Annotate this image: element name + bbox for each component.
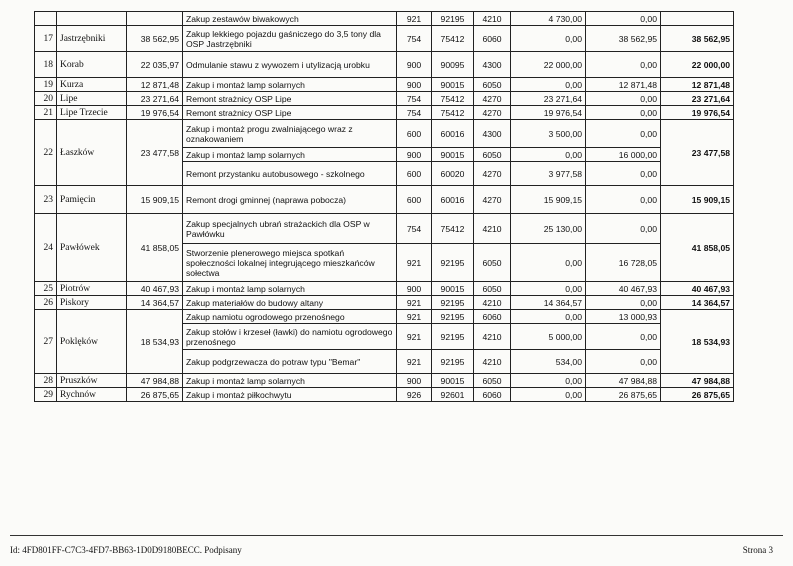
row-number: 21 <box>35 106 57 120</box>
current-expense-amount: 0,00 <box>511 374 586 388</box>
paragraph-code: 4210 <box>474 296 511 310</box>
paragraph-code: 4210 <box>474 12 511 26</box>
row-number: 19 <box>35 78 57 92</box>
capital-expense-amount: 0,00 <box>586 350 661 374</box>
row-number: 24 <box>35 214 57 282</box>
village-name: Piotrów <box>57 282 127 296</box>
capital-expense-amount: 16 000,00 <box>586 148 661 162</box>
chapter-code: 75412 <box>432 214 474 244</box>
table-row <box>35 92 734 106</box>
chapter-code: 92195 <box>432 244 474 282</box>
table-row <box>35 374 734 388</box>
chapter-code: 60016 <box>432 120 474 148</box>
page-number: Strona 3 <box>742 545 773 555</box>
capital-expense-amount: 0,00 <box>586 214 661 244</box>
table-row <box>35 52 734 78</box>
paragraph-code: 4300 <box>474 120 511 148</box>
row-number <box>35 12 57 26</box>
capital-expense-amount: 0,00 <box>586 162 661 186</box>
capital-expense-amount: 0,00 <box>586 296 661 310</box>
current-expense-amount: 0,00 <box>511 388 586 402</box>
fund-amount: 15 909,15 <box>127 186 183 214</box>
village-name <box>57 12 127 26</box>
task-description: Zakup i montaż lamp solarnych <box>183 148 397 162</box>
capital-expense-amount: 0,00 <box>586 106 661 120</box>
fund-amount: 12 871,48 <box>127 78 183 92</box>
paragraph-code: 4210 <box>474 214 511 244</box>
table-row <box>35 282 734 296</box>
chapter-code: 92195 <box>432 12 474 26</box>
division-code: 754 <box>397 92 432 106</box>
fund-amount: 26 875,65 <box>127 388 183 402</box>
task-description: Zakup i montaż lamp solarnych <box>183 78 397 92</box>
task-description: Zakup stołów i krzeseł (ławki) do namiotu ogrodowego przenośnego <box>183 324 397 350</box>
village-name: Poklęków <box>57 310 127 374</box>
row-total: 22 000,00 <box>661 52 734 78</box>
paragraph-code: 6050 <box>474 148 511 162</box>
row-number: 28 <box>35 374 57 388</box>
division-code: 921 <box>397 244 432 282</box>
paragraph-code: 4210 <box>474 350 511 374</box>
division-code: 900 <box>397 52 432 78</box>
row-total: 41 858,05 <box>661 214 734 282</box>
paragraph-code: 4270 <box>474 162 511 186</box>
division-code: 921 <box>397 324 432 350</box>
table-row <box>35 78 734 92</box>
table-row <box>35 186 734 214</box>
row-total: 23 477,58 <box>661 120 734 186</box>
division-code: 754 <box>397 106 432 120</box>
village-name: Piskory <box>57 296 127 310</box>
task-description: Remont przystanku autobusowego - szkolnego <box>183 162 397 186</box>
task-description: Zakup lekkiego pojazdu gaśniczego do 3,5 tony dla OSP Jastrzębniki <box>183 26 397 52</box>
chapter-code: 92195 <box>432 310 474 324</box>
row-number: 17 <box>35 26 57 52</box>
task-description: Remont strażnicy OSP Lipe <box>183 106 397 120</box>
task-description: Zakup podgrzewacza do potraw typu "Bemar" <box>183 350 397 374</box>
capital-expense-amount: 0,00 <box>586 12 661 26</box>
capital-expense-amount: 38 562,95 <box>586 26 661 52</box>
division-code: 900 <box>397 282 432 296</box>
paragraph-code: 6060 <box>474 388 511 402</box>
row-total: 19 976,54 <box>661 106 734 120</box>
chapter-code: 90095 <box>432 52 474 78</box>
current-expense-amount: 3 500,00 <box>511 120 586 148</box>
chapter-code: 75412 <box>432 106 474 120</box>
row-total: 23 271,64 <box>661 92 734 106</box>
division-code: 921 <box>397 12 432 26</box>
capital-expense-amount: 0,00 <box>586 186 661 214</box>
chapter-code: 60020 <box>432 162 474 186</box>
chapter-code: 90015 <box>432 148 474 162</box>
current-expense-amount: 23 271,64 <box>511 92 586 106</box>
capital-expense-amount: 13 000,93 <box>586 310 661 324</box>
paragraph-code: 6060 <box>474 26 511 52</box>
current-expense-amount: 0,00 <box>511 282 586 296</box>
village-name: Pruszków <box>57 374 127 388</box>
paragraph-code: 4210 <box>474 324 511 350</box>
footer-divider <box>10 535 783 536</box>
paragraph-code: 4270 <box>474 186 511 214</box>
division-code: 921 <box>397 350 432 374</box>
division-code: 600 <box>397 162 432 186</box>
division-code: 754 <box>397 26 432 52</box>
fund-amount <box>127 12 183 26</box>
paragraph-code: 6050 <box>474 374 511 388</box>
paragraph-code: 4270 <box>474 106 511 120</box>
document-id: Id: 4FD801FF-C7C3-4FD7-BB63-1D0D9180BECC. Podpisany <box>10 545 242 555</box>
row-total: 47 984,88 <box>661 374 734 388</box>
paragraph-code: 6050 <box>474 78 511 92</box>
division-code: 900 <box>397 78 432 92</box>
task-description: Remont strażnicy OSP Lipe <box>183 92 397 106</box>
table-row <box>35 120 734 148</box>
division-code: 754 <box>397 214 432 244</box>
table-row <box>35 26 734 52</box>
task-description: Zakup i montaż lamp solarnych <box>183 374 397 388</box>
task-description: Zakup materiałów do budowy altany <box>183 296 397 310</box>
village-name: Lipe Trzecie <box>57 106 127 120</box>
task-description: Odmulanie stawu z wywozem i utylizacją urobku <box>183 52 397 78</box>
row-total: 14 364,57 <box>661 296 734 310</box>
paragraph-code: 4270 <box>474 92 511 106</box>
row-total: 12 871,48 <box>661 78 734 92</box>
capital-expense-amount: 12 871,48 <box>586 78 661 92</box>
current-expense-amount: 3 977,58 <box>511 162 586 186</box>
current-expense-amount: 534,00 <box>511 350 586 374</box>
task-description: Remont drogi gminnej (naprawa pobocza) <box>183 186 397 214</box>
current-expense-amount: 19 976,54 <box>511 106 586 120</box>
division-code: 600 <box>397 186 432 214</box>
paragraph-code: 6050 <box>474 244 511 282</box>
current-expense-amount: 0,00 <box>511 244 586 282</box>
village-name: Rychnów <box>57 388 127 402</box>
current-expense-amount: 14 364,57 <box>511 296 586 310</box>
current-expense-amount: 5 000,00 <box>511 324 586 350</box>
row-total: 38 562,95 <box>661 26 734 52</box>
fund-amount: 23 271,64 <box>127 92 183 106</box>
chapter-code: 60016 <box>432 186 474 214</box>
fund-amount: 14 364,57 <box>127 296 183 310</box>
fund-amount: 19 976,54 <box>127 106 183 120</box>
chapter-code: 75412 <box>432 26 474 52</box>
chapter-code: 92195 <box>432 296 474 310</box>
row-number: 23 <box>35 186 57 214</box>
fund-amount: 18 534,93 <box>127 310 183 374</box>
task-description: Zakup zestawów biwakowych <box>183 12 397 26</box>
chapter-code: 92195 <box>432 350 474 374</box>
task-description: Zakup i montaż lamp solarnych <box>183 282 397 296</box>
capital-expense-amount: 47 984,88 <box>586 374 661 388</box>
chapter-code: 90015 <box>432 78 474 92</box>
current-expense-amount: 22 000,00 <box>511 52 586 78</box>
chapter-code: 92601 <box>432 388 474 402</box>
fund-amount: 38 562,95 <box>127 26 183 52</box>
chapter-code: 90015 <box>432 282 474 296</box>
row-number: 20 <box>35 92 57 106</box>
row-total: 40 467,93 <box>661 282 734 296</box>
capital-expense-amount: 0,00 <box>586 324 661 350</box>
row-number: 22 <box>35 120 57 186</box>
row-number: 29 <box>35 388 57 402</box>
chapter-code: 92195 <box>432 324 474 350</box>
division-code: 921 <box>397 296 432 310</box>
fund-amount: 40 467,93 <box>127 282 183 296</box>
row-number: 25 <box>35 282 57 296</box>
village-name: Kurza <box>57 78 127 92</box>
current-expense-amount: 15 909,15 <box>511 186 586 214</box>
fund-amount: 47 984,88 <box>127 374 183 388</box>
village-name: Pawłówek <box>57 214 127 282</box>
current-expense-amount: 0,00 <box>511 148 586 162</box>
budget-table <box>34 11 734 402</box>
task-description: Zakup specjalnych ubrań strażackich dla OSP w Pawłówku <box>183 214 397 244</box>
fund-amount: 23 477,58 <box>127 120 183 186</box>
fund-amount: 41 858,05 <box>127 214 183 282</box>
table-row <box>35 12 734 26</box>
task-description: Zakup i montaż piłkochwytu <box>183 388 397 402</box>
division-code: 926 <box>397 388 432 402</box>
row-total: 15 909,15 <box>661 186 734 214</box>
task-description: Stworzenie plenerowego miejsca spotkań społeczności lokalnej integrującego mieszkańców sołectwa <box>183 244 397 282</box>
paragraph-code: 4300 <box>474 52 511 78</box>
table-row <box>35 388 734 402</box>
table-row <box>35 214 734 244</box>
table-row <box>35 296 734 310</box>
village-name: Lipe <box>57 92 127 106</box>
fund-amount: 22 035,97 <box>127 52 183 78</box>
current-expense-amount: 0,00 <box>511 26 586 52</box>
division-code: 921 <box>397 310 432 324</box>
division-code: 900 <box>397 148 432 162</box>
division-code: 900 <box>397 374 432 388</box>
current-expense-amount: 25 130,00 <box>511 214 586 244</box>
row-number: 18 <box>35 52 57 78</box>
current-expense-amount: 4 730,00 <box>511 12 586 26</box>
division-code: 600 <box>397 120 432 148</box>
village-name: Jastrzębniki <box>57 26 127 52</box>
current-expense-amount: 0,00 <box>511 310 586 324</box>
capital-expense-amount: 0,00 <box>586 120 661 148</box>
row-total <box>661 12 734 26</box>
capital-expense-amount: 40 467,93 <box>586 282 661 296</box>
row-total: 26 875,65 <box>661 388 734 402</box>
row-number: 26 <box>35 296 57 310</box>
village-name: Łaszków <box>57 120 127 186</box>
paragraph-code: 6050 <box>474 282 511 296</box>
table-row <box>35 310 734 324</box>
chapter-code: 75412 <box>432 92 474 106</box>
capital-expense-amount: 0,00 <box>586 52 661 78</box>
chapter-code: 90015 <box>432 374 474 388</box>
row-number: 27 <box>35 310 57 374</box>
current-expense-amount: 0,00 <box>511 78 586 92</box>
capital-expense-amount: 26 875,65 <box>586 388 661 402</box>
paragraph-code: 6060 <box>474 310 511 324</box>
table-row <box>35 106 734 120</box>
village-name: Korab <box>57 52 127 78</box>
capital-expense-amount: 16 728,05 <box>586 244 661 282</box>
task-description: Zakup namiotu ogrodowego przenośnego <box>183 310 397 324</box>
row-total: 18 534,93 <box>661 310 734 374</box>
village-name: Pamięcin <box>57 186 127 214</box>
capital-expense-amount: 0,00 <box>586 92 661 106</box>
task-description: Zakup i montaż progu zwalniającego wraz z oznakowaniem <box>183 120 397 148</box>
